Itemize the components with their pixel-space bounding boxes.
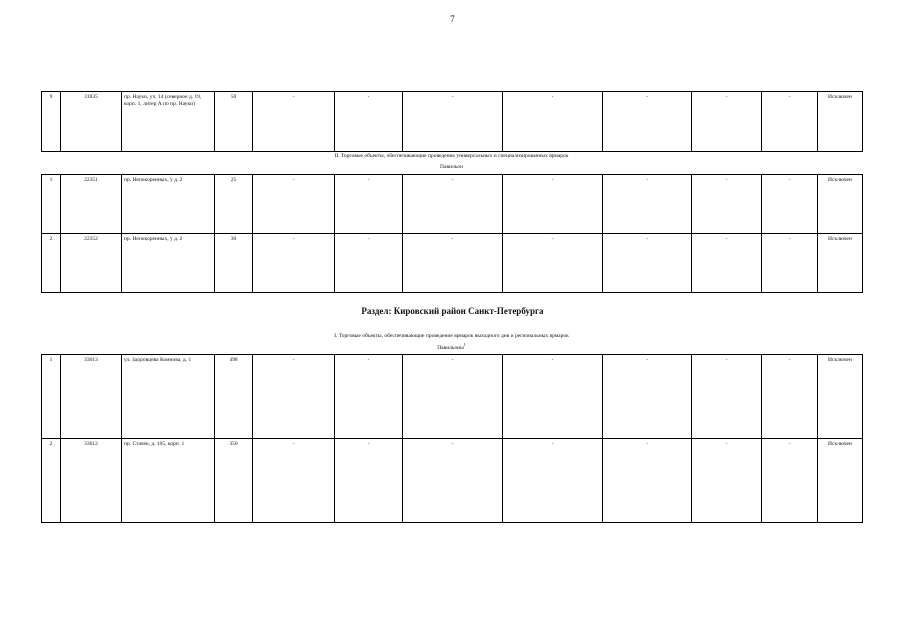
table-cell: -: [253, 439, 335, 523]
table-cell: -: [503, 234, 603, 293]
status-cell: Исключен: [818, 234, 863, 293]
table-row: [42, 234, 863, 293]
status-cell: Исключен: [818, 175, 863, 234]
table-cell: -: [403, 439, 503, 523]
district-section-title: Раздел: Кировский район Санкт-Петербурга: [361, 306, 544, 316]
table-cell: -: [603, 175, 692, 234]
table-cell: -: [692, 439, 762, 523]
section-subcaption: Павильон: [440, 164, 463, 170]
places-count: 25: [215, 175, 253, 234]
table-cell: -: [335, 175, 403, 234]
table-cell: -: [253, 234, 335, 293]
row-number: 2: [42, 439, 61, 523]
table-cell: -: [503, 439, 603, 523]
table-row: [42, 92, 863, 152]
object-id: 33012: [61, 439, 122, 523]
table-cell: -: [403, 234, 503, 293]
table-row: [42, 439, 863, 523]
object-address: пр. Науки, уч. 14 (северное д. 19, корп. 1, литер А по пр. Науки): [122, 92, 215, 152]
object-id: 31835: [61, 92, 122, 152]
footnote-marker: 1: [463, 342, 466, 348]
row-number: 1: [42, 175, 61, 234]
registry-table-2: [41, 174, 863, 293]
page-number: 7: [450, 14, 455, 24]
table-cell: -: [335, 234, 403, 293]
object-id: 22352: [61, 234, 122, 293]
places-count: 50: [215, 92, 253, 152]
table-cell: -: [335, 92, 403, 152]
section-subcaption: [41, 342, 862, 351]
table-cell: -: [762, 355, 818, 439]
table-cell: -: [603, 439, 692, 523]
object-address: пр. Непокоренных, у д. 2: [122, 175, 215, 234]
object-id: 33013: [61, 355, 122, 439]
table-cell: -: [503, 355, 603, 439]
object-address: пр. Стачек, д. 105, корп. 1: [122, 439, 215, 523]
table-cell: -: [692, 92, 762, 152]
places-count: 498: [215, 355, 253, 439]
row-number: 9: [42, 92, 61, 152]
status-cell: Исключен: [818, 92, 863, 152]
table-cell: -: [403, 175, 503, 234]
registry-table-1: [41, 91, 863, 152]
table-cell: -: [692, 234, 762, 293]
table-cell: -: [692, 175, 762, 234]
table-cell: -: [762, 234, 818, 293]
table-cell: -: [403, 355, 503, 439]
table-cell: -: [603, 355, 692, 439]
section-caption: I. Торговые объекты, обеспечивающие проведение ярмарок выходного дня и региональных ярмарок: [334, 333, 569, 339]
table-cell: -: [762, 439, 818, 523]
row-number: 2: [42, 234, 61, 293]
status-cell: Исключен: [818, 439, 863, 523]
section-subcaption-text: Павильоны: [437, 345, 464, 351]
table-cell: -: [503, 175, 603, 234]
object-id: 22351: [61, 175, 122, 234]
table-row: [42, 175, 863, 234]
places-count: 350: [215, 439, 253, 523]
object-address: пр. Непокоренных, у д. 2: [122, 234, 215, 293]
table-cell: -: [603, 92, 692, 152]
table-cell: -: [692, 355, 762, 439]
table-cell: -: [253, 175, 335, 234]
table-cell: -: [335, 355, 403, 439]
table-cell: -: [762, 92, 818, 152]
table-cell: -: [503, 92, 603, 152]
table-cell: -: [403, 92, 503, 152]
table-cell: -: [253, 355, 335, 439]
table-cell: -: [335, 439, 403, 523]
object-address: ул. Здоровцева Комнова, д. 1: [122, 355, 215, 439]
registry-table-3: [41, 354, 863, 523]
table-cell: -: [253, 92, 335, 152]
table-cell: -: [762, 175, 818, 234]
row-number: 1: [42, 355, 61, 439]
table-cell: -: [603, 234, 692, 293]
table-row: [42, 355, 863, 439]
places-count: 30: [215, 234, 253, 293]
status-cell: Исключен: [818, 355, 863, 439]
section-caption: II. Торговые объекты, обеспечивающие проведение универсальных и специализированных ярмарок: [334, 153, 569, 159]
